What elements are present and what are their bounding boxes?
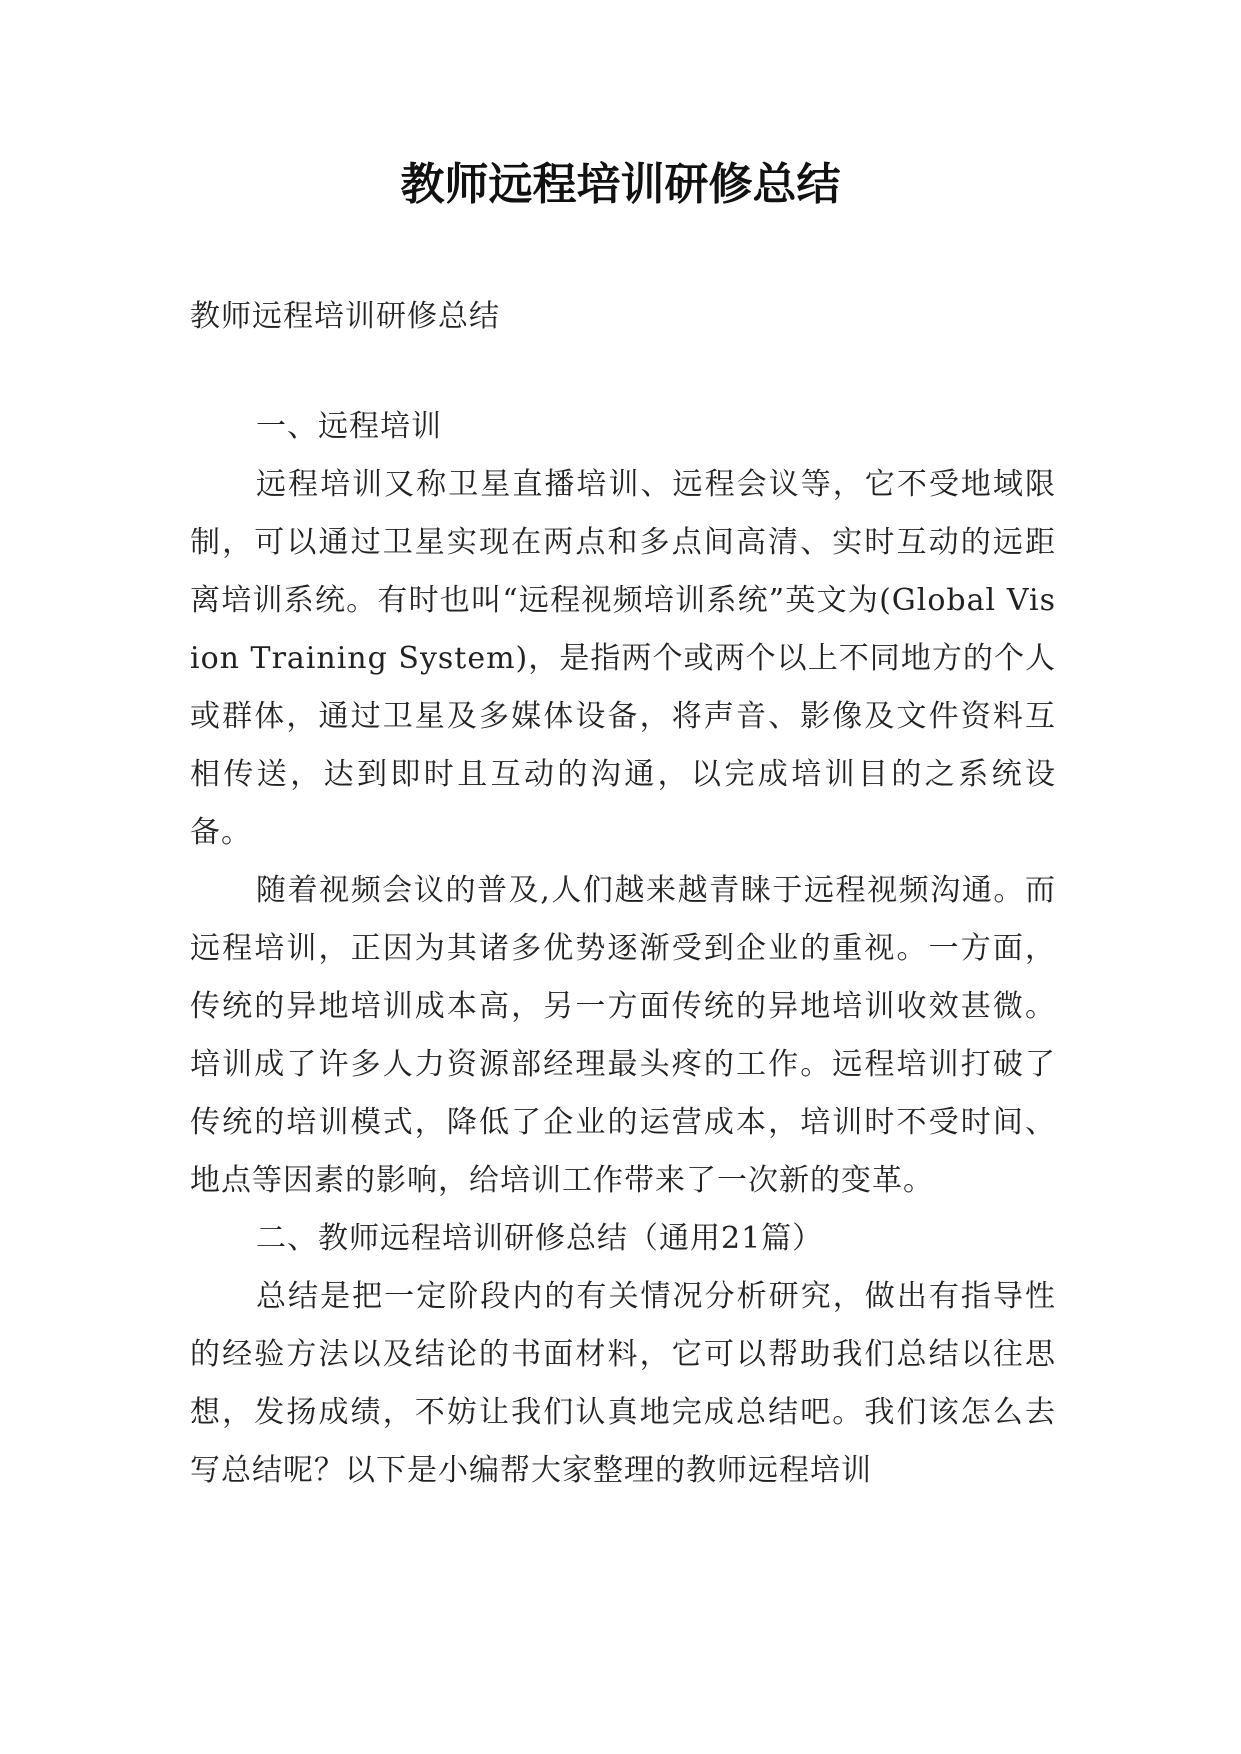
paragraph-summary-intro: 总结是把一定阶段内的有关情况分析研究，做出有指导性的经验方法以及结论的书面材料，它可以帮助我们总结以往思想，发扬成绩，不妨让我们认真地完成总结吧。我们该怎么去写总结呢？以下是小编帮大家整理的教师远程培训 [190,1279,1056,1488]
document-subtitle: 教师远程培训研修总结 [190,299,500,334]
paragraph-advantages: 随着视频会议的普及,人们越来越青睐于远程视频沟通。而远程培训，正因为其诸多优势逐渐受到企业的重视。一方面，传统的异地培训成本高，另一方面传统的异地培训收效甚微。培训成了许多人力资源部经理最头疼的工作。远程培训打破了传统的培训模式，降低了企业的运营成本，培训时不受时间、地点等因素的影响，给培训工作带来了一次新的变革。 [190,873,1056,1198]
document-body [190,288,1056,1500]
paragraph-definition: 远程培训又称卫星直播培训、远程会议等，它不受地域限制，可以通过卫星实现在两点和多点间高清、实时互动的远距离培训系统。有时也叫“远程视频培训系统”英文为(Global Vision Training System)，是指两个或两个以上不同地方的个人或群体，通过卫星及多媒体设备，将声音、影像及文件资料互相传送，达到即时且互动的沟通，以完成培训目的之系统设备。 [190,467,1056,850]
section-heading-summary: 二、教师远程培训研修总结（通用21篇） [256,1221,824,1256]
document-title: 教师远程培训研修总结 [400,159,841,210]
section-heading-remote-training: 一、远程培训 [256,409,442,444]
